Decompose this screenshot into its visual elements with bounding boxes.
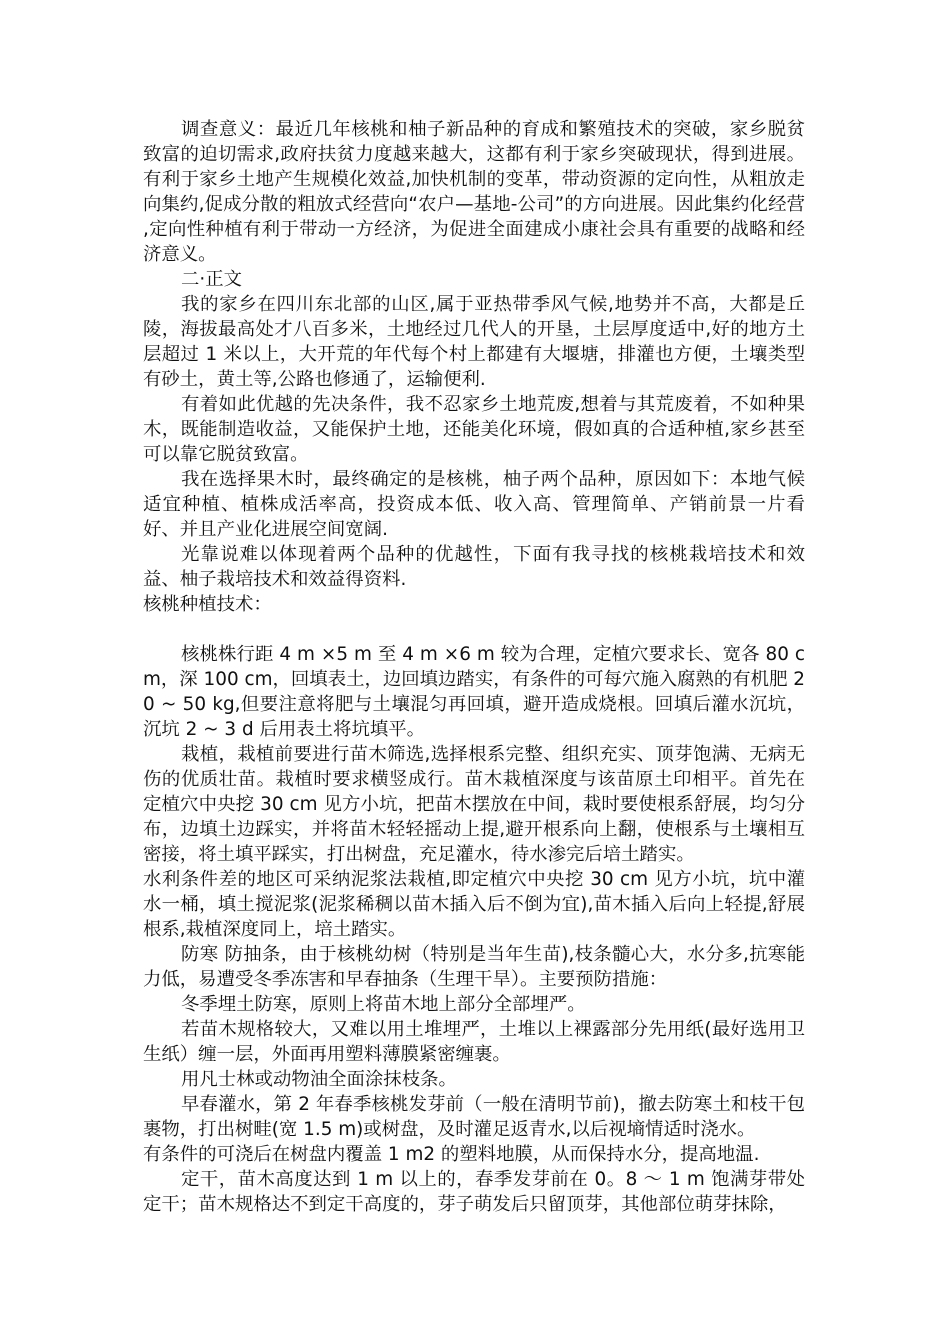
paragraph-spacing: 核桃株行距 4 m ×5 m 至 4 m ×6 m 较为合理，定植穴要求长、宽各 80 cm，深 100 cm，回填表土，边回填边踏实，有条件的可每穴施入腐熟的有机肥 20 ~ 50 kg,但要注意将肥与土壤混匀再回填，避开造成烧根。回填后灌水沉坑，沉坑 2 ~ 3 d 后用表土将坑填平。 [143,644,806,740]
paragraph-choice: 我在选择果木时，最终确定的是核桃，柚子两个品种，原因如下：本地气候适宜种植、植株成活率高，投资成本低、收入高、管理简单、产销前景一片看好、并且产业化进展空间宽阔. [143,469,805,540]
paragraph-materials-intro: 光靠说难以体现着两个品种的优越性，下面有我寻找的核桃栽培技术和效益、柚子栽培技术和效益得资料. [143,544,805,590]
paragraph-conditions: 有着如此优越的先决条件，我不忍家乡土地荒废,想着与其荒废着，不如种果木，既能制造收益，又能保护土地，还能美化环境，假如真的合适种植,家乡甚至可以靠它脱贫致富。 [143,394,805,465]
paragraph-spring-watering: 早春灌水，第 2 年春季核桃发芽前（一般在清明节前)，撤去防寒土和枝干包裹物，打出树畦(宽 1.5 m)或树盘，及时灌足返青水,以后视墒情适时浇水。 [143,1094,805,1140]
paragraph-vaseline: 用凡士林或动物油全面涂抹枝条。 [181,1069,457,1090]
blank-line [143,617,805,642]
section-heading-main-text: 二·正文 [181,269,243,290]
subheading-walnut-technique: 核桃种植技术： [143,594,272,615]
paragraph-cold-protection: 防寒 防抽条，由于核桃幼树（特别是当年生苗),枝条髓心大，水分多,抗寒能力低，易遭受冬季冻害和早春抽条（生理干旱）。主要预防措施： [143,944,805,990]
paragraph-hometown: 我的家乡在四川东北部的山区,属于亚热带季风气候,地势并不高，大都是丘陵，海拔最高处才八百多米，土地经过几代人的开垦，土层厚度适中,好的地方土层超过 1 米以上，大开荒的年代每个村上都建有大堰塘，排灌也方便，土壤类型有砂土，黄土等,公路也修通了，运输便利. [143,294,805,390]
paragraph-winter-burial: 冬季埋土防寒，原则上将苗木地上部分全部埋严。 [181,994,586,1015]
paragraph-survey-significance: 调查意义：最近几年核桃和柚子新品种的育成和繁殖技术的突破，家乡脱贫致富的迫切需求,政府扶贫力度越来越大，这都有利于家乡突破现状，得到进展。有利于家乡土地产生规模化效益,加快机制的变革，带动资源的定向性，从粗放走向集约,促成分散的粗放式经营向“农户—基地-公司”的方向进展。因此集约化经营 ,定向性种植有利于带动一方经济，为促进全面建成小康社会具有重要的战略和经济意义。 [143,119,805,265]
paragraph-topping: 定干，苗木高度达到 1 m 以上的，春季发芽前在 0。8 ～ 1 m 饱满芽带处定干；苗木规格达不到定干高度的，芽子萌发后只留顶芽，其他部位萌芽抹除， [143,1169,805,1215]
paragraph-mud-method: 水利条件差的地区可采纳泥浆法栽植,即定植穴中央挖 30 cm 见方小坑，坑中灌水一桶，填土搅泥浆(泥浆稀稠以苗木插入后不倒为宜),苗木插入后向上轻提,舒展根系,栽植深度同上，培土踏实。 [143,869,805,940]
paragraph-planting: 栽植，栽植前要进行苗木筛选,选择根系完整、组织充实、顶芽饱满、无病无伤的优质壮苗。栽植时要求横竖成行。苗木栽植深度与该苗原土印相平。首先在定植穴中央挖 30 cm 见方小坑，把苗木摆放在中间，栽时要使根系舒展，均匀分布，边填土边踩实，并将苗木轻轻摇动上提,避开根系向上翻，使根系与土壤相互密接，将土填平踩实，打出树盘，充足灌水，待水渗完后培土踏实。 [143,744,805,865]
document-body [143,117,805,1217]
paragraph-wrapping: 若苗木规格较大，又难以用土堆埋严，土堆以上裸露部分先用纸(最好选用卫生纸）缠一层，外面再用塑料薄膜紧密缠裹。 [143,1019,805,1065]
paragraph-plastic-mulch: 有条件的可浇后在树盘内覆盖 1 m2 的塑料地膜，从而保持水分，提高地温. [143,1144,760,1165]
